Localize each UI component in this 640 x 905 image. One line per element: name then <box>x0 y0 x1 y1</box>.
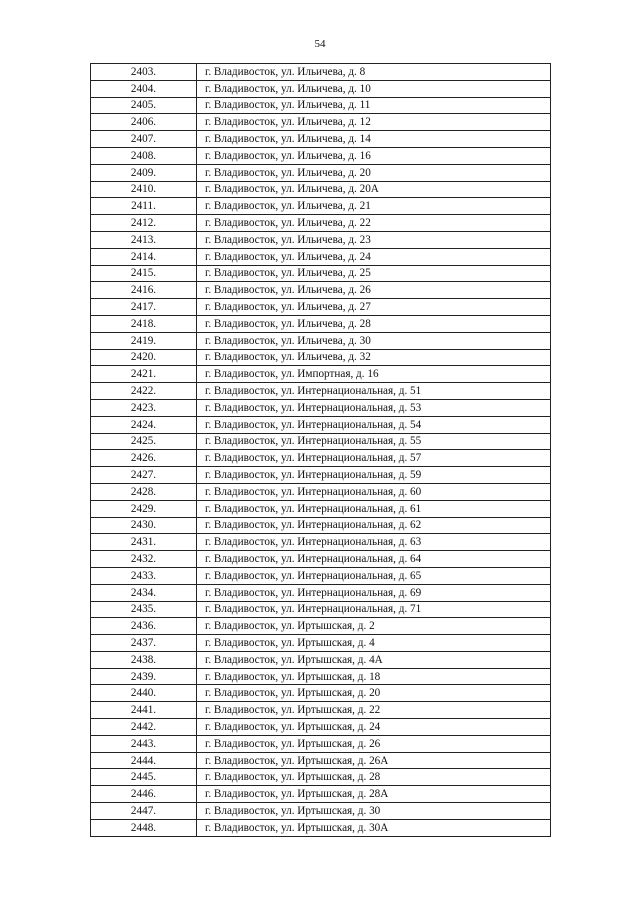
address-cell: г. Владивосток, ул. Ильичева, д. 32 <box>197 349 551 366</box>
row-number-cell: 2433. <box>91 567 197 584</box>
row-number-cell: 2418. <box>91 315 197 332</box>
row-number-cell: 2436. <box>91 618 197 635</box>
row-number-cell: 2431. <box>91 534 197 551</box>
row-number-cell: 2445. <box>91 769 197 786</box>
table-row <box>91 231 551 248</box>
address-cell: г. Владивосток, ул. Ильичева, д. 8 <box>197 64 551 81</box>
row-number-cell: 2426. <box>91 450 197 467</box>
address-cell: г. Владивосток, ул. Иртышская, д. 26 <box>197 735 551 752</box>
row-number-cell: 2407. <box>91 131 197 148</box>
row-number-cell: 2416. <box>91 282 197 299</box>
address-cell: г. Владивосток, ул. Иртышская, д. 28 <box>197 769 551 786</box>
table-row <box>91 467 551 484</box>
address-cell: г. Владивосток, ул. Ильичева, д. 27 <box>197 299 551 316</box>
address-cell: г. Владивосток, ул. Иртышская, д. 26А <box>197 752 551 769</box>
row-number-cell: 2439. <box>91 668 197 685</box>
table-row <box>91 702 551 719</box>
row-number-cell: 2434. <box>91 584 197 601</box>
table-row <box>91 534 551 551</box>
row-number-cell: 2419. <box>91 332 197 349</box>
address-cell: г. Владивосток, ул. Ильичева, д. 24 <box>197 248 551 265</box>
row-number-cell: 2444. <box>91 752 197 769</box>
row-number-cell: 2432. <box>91 551 197 568</box>
address-cell: г. Владивосток, ул. Интернациональная, д. 62 <box>197 517 551 534</box>
row-number-cell: 2408. <box>91 147 197 164</box>
row-number-cell: 2411. <box>91 198 197 215</box>
table-row <box>91 668 551 685</box>
address-cell: г. Владивосток, ул. Иртышская, д. 24 <box>197 719 551 736</box>
address-table <box>90 63 551 837</box>
table-row <box>91 131 551 148</box>
row-number-cell: 2424. <box>91 416 197 433</box>
page-number: 54 <box>314 38 326 50</box>
address-cell: г. Владивосток, ул. Ильичева, д. 30 <box>197 332 551 349</box>
address-cell: г. Владивосток, ул. Иртышская, д. 22 <box>197 702 551 719</box>
table-row <box>91 803 551 820</box>
address-cell: г. Владивосток, ул. Иртышская, д. 30 <box>197 803 551 820</box>
address-cell: г. Владивосток, ул. Интернациональная, д. 71 <box>197 601 551 618</box>
row-number-cell: 2442. <box>91 719 197 736</box>
row-number-cell: 2417. <box>91 299 197 316</box>
row-number-cell: 2405. <box>91 97 197 114</box>
table-row <box>91 786 551 803</box>
address-cell: г. Владивосток, ул. Интернациональная, д. 64 <box>197 551 551 568</box>
table-row <box>91 433 551 450</box>
table-row <box>91 383 551 400</box>
table-row <box>91 64 551 81</box>
table-row <box>91 315 551 332</box>
row-number-cell: 2406. <box>91 114 197 131</box>
table-row <box>91 164 551 181</box>
table-row <box>91 265 551 282</box>
table-row <box>91 483 551 500</box>
address-cell: г. Владивосток, ул. Интернациональная, д. 65 <box>197 567 551 584</box>
address-cell: г. Владивосток, ул. Интернациональная, д. 57 <box>197 450 551 467</box>
address-cell: г. Владивосток, ул. Интернациональная, д. 59 <box>197 467 551 484</box>
address-cell: г. Владивосток, ул. Ильичева, д. 20 <box>197 164 551 181</box>
row-number-cell: 2403. <box>91 64 197 81</box>
row-number-cell: 2414. <box>91 248 197 265</box>
table-row <box>91 198 551 215</box>
table-row <box>91 282 551 299</box>
address-cell: г. Владивосток, ул. Ильичева, д. 28 <box>197 315 551 332</box>
address-table-body <box>91 64 551 837</box>
table-row <box>91 517 551 534</box>
address-cell: г. Владивосток, ул. Ильичева, д. 23 <box>197 231 551 248</box>
address-cell: г. Владивосток, ул. Ильичева, д. 21 <box>197 198 551 215</box>
address-cell: г. Владивосток, ул. Интернациональная, д. 61 <box>197 500 551 517</box>
address-cell: г. Владивосток, ул. Иртышская, д. 28А <box>197 786 551 803</box>
address-cell: г. Владивосток, ул. Ильичева, д. 10 <box>197 80 551 97</box>
address-cell: г. Владивосток, ул. Иртышская, д. 4А <box>197 651 551 668</box>
row-number-cell: 2423. <box>91 399 197 416</box>
row-number-cell: 2435. <box>91 601 197 618</box>
table-row <box>91 97 551 114</box>
table-row <box>91 685 551 702</box>
row-number-cell: 2421. <box>91 366 197 383</box>
address-cell: г. Владивосток, ул. Иртышская, д. 30А <box>197 819 551 836</box>
row-number-cell: 2428. <box>91 483 197 500</box>
table-row <box>91 416 551 433</box>
address-cell: г. Владивосток, ул. Ильичева, д. 12 <box>197 114 551 131</box>
address-cell: г. Владивосток, ул. Иртышская, д. 2 <box>197 618 551 635</box>
address-cell: г. Владивосток, ул. Интернациональная, д. 51 <box>197 383 551 400</box>
row-number-cell: 2410. <box>91 181 197 198</box>
table-row <box>91 147 551 164</box>
table-row <box>91 349 551 366</box>
address-cell: г. Владивосток, ул. Интернациональная, д. 53 <box>197 399 551 416</box>
row-number-cell: 2415. <box>91 265 197 282</box>
address-cell: г. Владивосток, ул. Интернациональная, д. 54 <box>197 416 551 433</box>
row-number-cell: 2440. <box>91 685 197 702</box>
table-row <box>91 819 551 836</box>
row-number-cell: 2412. <box>91 215 197 232</box>
table-row <box>91 215 551 232</box>
address-cell: г. Владивосток, ул. Импортная, д. 16 <box>197 366 551 383</box>
table-row <box>91 500 551 517</box>
table-row <box>91 399 551 416</box>
row-number-cell: 2409. <box>91 164 197 181</box>
address-cell: г. Владивосток, ул. Иртышская, д. 20 <box>197 685 551 702</box>
address-cell: г. Владивосток, ул. Ильичева, д. 14 <box>197 131 551 148</box>
row-number-cell: 2430. <box>91 517 197 534</box>
address-cell: г. Владивосток, ул. Иртышская, д. 18 <box>197 668 551 685</box>
table-row <box>91 769 551 786</box>
address-cell: г. Владивосток, ул. Ильичева, д. 25 <box>197 265 551 282</box>
table-row <box>91 735 551 752</box>
row-number-cell: 2437. <box>91 635 197 652</box>
row-number-cell: 2413. <box>91 231 197 248</box>
table-row <box>91 299 551 316</box>
address-cell: г. Владивосток, ул. Ильичева, д. 26 <box>197 282 551 299</box>
table-row <box>91 551 551 568</box>
table-row <box>91 114 551 131</box>
row-number-cell: 2422. <box>91 383 197 400</box>
row-number-cell: 2404. <box>91 80 197 97</box>
address-cell: г. Владивосток, ул. Ильичева, д. 16 <box>197 147 551 164</box>
table-row <box>91 248 551 265</box>
table-row <box>91 752 551 769</box>
row-number-cell: 2443. <box>91 735 197 752</box>
table-row <box>91 450 551 467</box>
table-row <box>91 332 551 349</box>
address-cell: г. Владивосток, ул. Ильичева, д. 20А <box>197 181 551 198</box>
table-row <box>91 651 551 668</box>
row-number-cell: 2446. <box>91 786 197 803</box>
row-number-cell: 2448. <box>91 819 197 836</box>
row-number-cell: 2427. <box>91 467 197 484</box>
table-row <box>91 719 551 736</box>
table-row <box>91 80 551 97</box>
row-number-cell: 2425. <box>91 433 197 450</box>
address-cell: г. Владивосток, ул. Интернациональная, д. 63 <box>197 534 551 551</box>
row-number-cell: 2441. <box>91 702 197 719</box>
address-cell: г. Владивосток, ул. Ильичева, д. 11 <box>197 97 551 114</box>
row-number-cell: 2420. <box>91 349 197 366</box>
row-number-cell: 2447. <box>91 803 197 820</box>
row-number-cell: 2429. <box>91 500 197 517</box>
address-cell: г. Владивосток, ул. Интернациональная, д. 55 <box>197 433 551 450</box>
table-row <box>91 635 551 652</box>
table-row <box>91 366 551 383</box>
address-cell: г. Владивосток, ул. Интернациональная, д. 69 <box>197 584 551 601</box>
table-row <box>91 567 551 584</box>
table-row <box>91 618 551 635</box>
table-row <box>91 181 551 198</box>
row-number-cell: 2438. <box>91 651 197 668</box>
address-cell: г. Владивосток, ул. Интернациональная, д. 60 <box>197 483 551 500</box>
table-row <box>91 584 551 601</box>
address-cell: г. Владивосток, ул. Ильичева, д. 22 <box>197 215 551 232</box>
table-row <box>91 601 551 618</box>
address-cell: г. Владивосток, ул. Иртышская, д. 4 <box>197 635 551 652</box>
